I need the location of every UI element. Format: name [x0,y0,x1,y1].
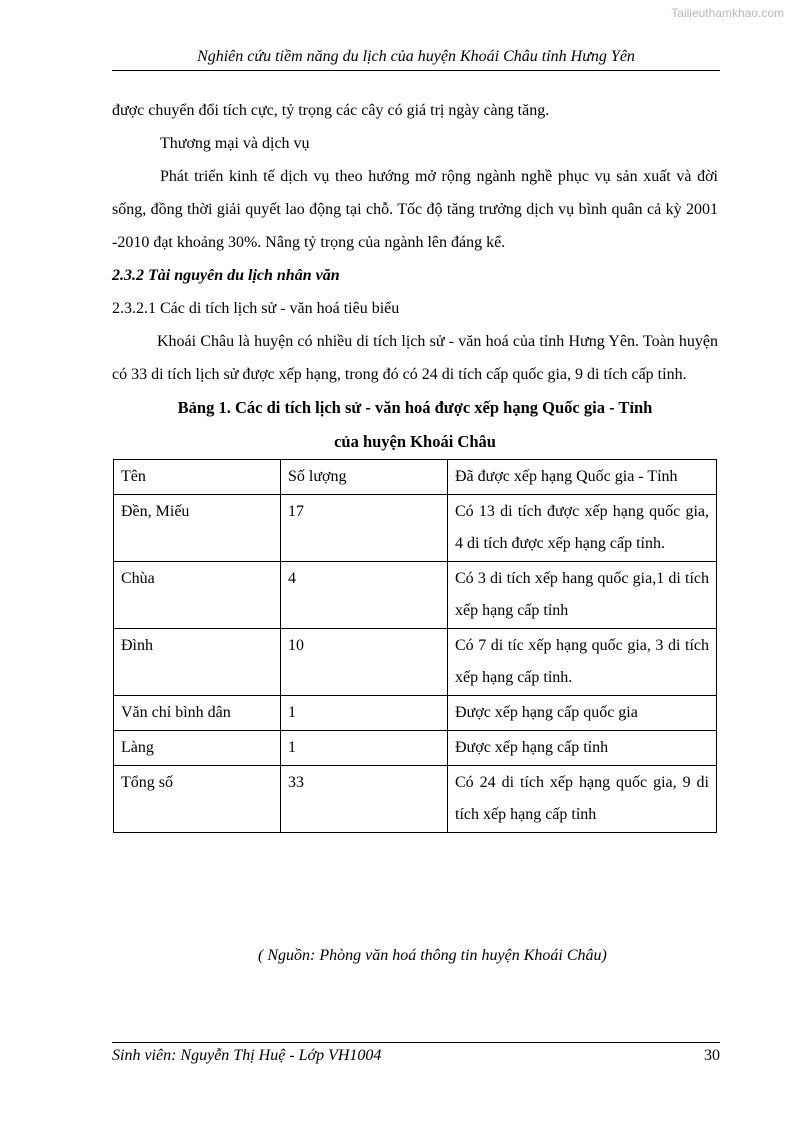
cell-name: Đình [114,629,281,696]
page-footer [112,1042,720,1065]
cell-ranking: Có 7 di tíc xếp hạng quốc gia, 3 di tích xếp hạng cấp tỉnh. [448,629,717,696]
cell-count: 1 [281,731,448,766]
paragraph-subheading: Thương mại và dịch vụ [160,135,310,152]
paragraph-3: Khoái Châu là huyện có nhiều di tích lịch sử - văn hoá của tỉnh Hưng Yên. Toàn huyện có 33 di tích lịch sử được xếp hạng, trong đó có 24 di tích cấp quốc gia, 9 di tích cấp tỉnh. [112,333,718,383]
heritage-table [113,459,717,833]
table-row [114,629,717,696]
subsection-heading: 2.3.2.1 Các di tích lịch sử - văn hoá tiêu biểu [112,300,400,317]
cell-ranking: Có 3 di tích xếp hang quốc gia,1 di tích xếp hạng cấp tỉnh [448,562,717,629]
cell-name: Đền, Miếu [114,495,281,562]
cell-name: Tổng số [114,766,281,833]
footer-student: Sinh viên: Nguyễn Thị Huệ - Lớp VH1004 [112,1047,382,1064]
table-caption-line-2: của huyện Khoái Châu [334,432,496,451]
header-name: Tên [114,460,281,495]
table-source: ( Nguồn: Phòng văn hoá thông tin huyện Khoái Châu) [258,947,607,964]
paragraph-2: Phát triển kinh tế dịch vụ theo hướng mở rộng ngành nghề phục vụ sản xuất và đời sống, đồng thời giải quyết lao động tại chỗ. Tốc độ tăng trưởng dịch vụ bình quân cả kỳ 2001 -2010 đạt khoảng 30%. Nâng tỷ trọng của ngành lên đáng kể. [112,168,718,251]
cell-name: Làng [114,731,281,766]
table-caption-line-1: Bảng 1. Các di tích lịch sử - văn hoá được xếp hạng Quốc gia - Tỉnh [177,398,653,417]
cell-count: 10 [281,629,448,696]
page-content [112,94,718,833]
cell-count: 4 [281,562,448,629]
cell-name: Chùa [114,562,281,629]
cell-ranking: Được xếp hạng cấp quốc gia [448,696,717,731]
table-row [114,495,717,562]
table-row-total [114,766,717,833]
cell-ranking: Có 24 di tích xếp hạng quốc gia, 9 di tích xếp hạng cấp tỉnh [448,766,717,833]
table-row [114,562,717,629]
table-header-row [114,460,717,495]
watermark: Tailieuthamkhao.com [671,6,784,20]
paragraph-1: được chuyển đổi tích cực, tỷ trọng các cây có giá trị ngày càng tăng. [112,102,550,119]
table-row [114,696,717,731]
cell-name: Văn chỉ bình dân [114,696,281,731]
cell-count: 1 [281,696,448,731]
cell-ranking: Có 13 di tích được xếp hạng quốc gia, 4 di tích được xếp hạng cấp tỉnh. [448,495,717,562]
cell-count: 17 [281,495,448,562]
page-number: 30 [704,1047,720,1064]
table-row [114,731,717,766]
header-ranking: Đã được xếp hạng Quốc gia - Tỉnh [448,460,717,495]
section-heading: 2.3.2 Tài nguyên du lịch nhân văn [112,267,340,284]
cell-ranking: Được xếp hạng cấp tỉnh [448,731,717,766]
page-header: Nghiên cứu tiềm năng du lịch của huyện Khoái Châu tỉnh Hưng Yên [112,48,720,71]
header-count: Số lượng [281,460,448,495]
cell-count: 33 [281,766,448,833]
